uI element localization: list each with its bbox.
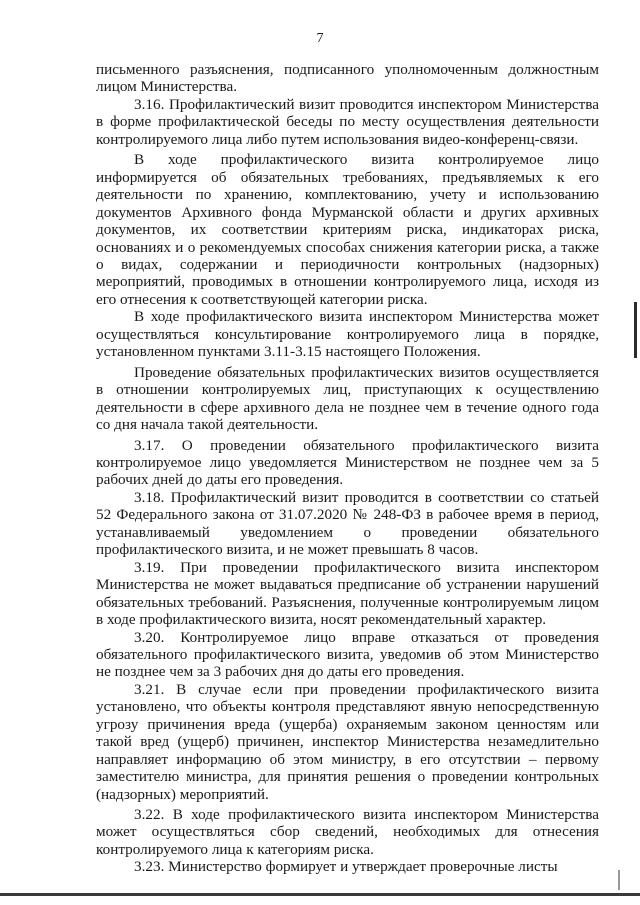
paragraph-3-21: 3.21. В случае если при проведении профилактического визита установлено, что объекты контроля представляют явную непосредственную угрозу причинения вреда (ущерба) охраняемым законом ценностям или такой вред (ущерб) причинен, инспектор Министерства незамедлительно направляет информацию об этом министру, в его отсутствии – первому заместителю министра, для принятия решения о проведении контрольных (надзорных) мероприятий.	[96, 680, 599, 803]
page-number: 7	[316, 31, 324, 46]
paragraph-3-22: 3.22. В ходе профилактического визита инспектором Министерства может осуществляться сбор сведений, необходимых для отнесения контролируемого лица к категориям риска.	[96, 806, 599, 858]
scan-bottom-edge	[0, 893, 640, 896]
paragraph-3-23: 3.23. Министерство формирует и утверждает проверочные листы	[134, 858, 558, 876]
scan-edge-mark-corner	[618, 870, 620, 890]
paragraph-3-19: 3.19. При проведении профилактического визита инспектором Министерства не может выдаваться предписание об устранении нарушений обязательных требований. Разъяснения, полученные контролируемым лицом в ходе профилактического визита, носят рекомендательный характер.	[96, 558, 599, 629]
paragraph-consulting: В ходе профилактического визита инспектором Министерства может осуществляться консультирование контролируемого лица в порядке, установленном пунктами 3.11-3.15 настоящего Положения.	[96, 308, 599, 361]
paragraph-continuation: письменного разъяснения, подписанного уполномоченным должностным лицом Министерства.	[96, 61, 599, 96]
paragraph-3-16: 3.16. Профилактический визит проводится инспектором Министерства в форме профилактической беседы по месту осуществления деятельности контролируемого лица либо путем использования видео-конференц-связи.	[96, 95, 599, 148]
paragraph-3-20: 3.20. Контролируемое лицо вправе отказаться от проведения обязательного профилактического визита, уведомив об этом Министерство не позднее чем за 3 рабочих дня до даты его проведения.	[96, 628, 599, 681]
scan-edge-mark	[634, 302, 637, 358]
document-body	[96, 61, 599, 876]
paragraph-mandatory-visits: Проведение обязательных профилактических визитов осуществляется в отношении контролируемых лиц, приступающих к осуществлению деятельности в сфере архивного дела не позднее чем в течение одного года со дня начала такой деятельности.	[96, 363, 599, 434]
paragraph-3-17: 3.17. О проведении обязательного профилактического визита контролируемое лицо уведомляется Министерством не позднее чем за 5 рабочих дней до даты его проведения.	[96, 436, 599, 489]
paragraph-3-18: 3.18. Профилактический визит проводится в соответствии со статьей 52 Федерального закона от 31.07.2020 № 248-ФЗ в рабочее время в период, устанавливаемый уведомлением о проведении обязательного профилактического визита, и не может превышать 8 часов.	[96, 488, 599, 559]
paragraph-informing: В ходе профилактического визита контролируемое лицо информируется об обязательных требованиях, предъявляемых к его деятельности по хранению, комплектованию, учету и использованию документов Архивного фонда Мурманской области и других архивных документов, их соответствии критериям риска, индикаторах риска, основаниях и о рекомендуемых способах снижения категории риска, а также о видах, содержании и периодичности контрольных (надзорных) мероприятий, проводимых в отношении контролируемого лица, исходя из его отнесения к соответствующей категории риска.	[96, 151, 599, 308]
